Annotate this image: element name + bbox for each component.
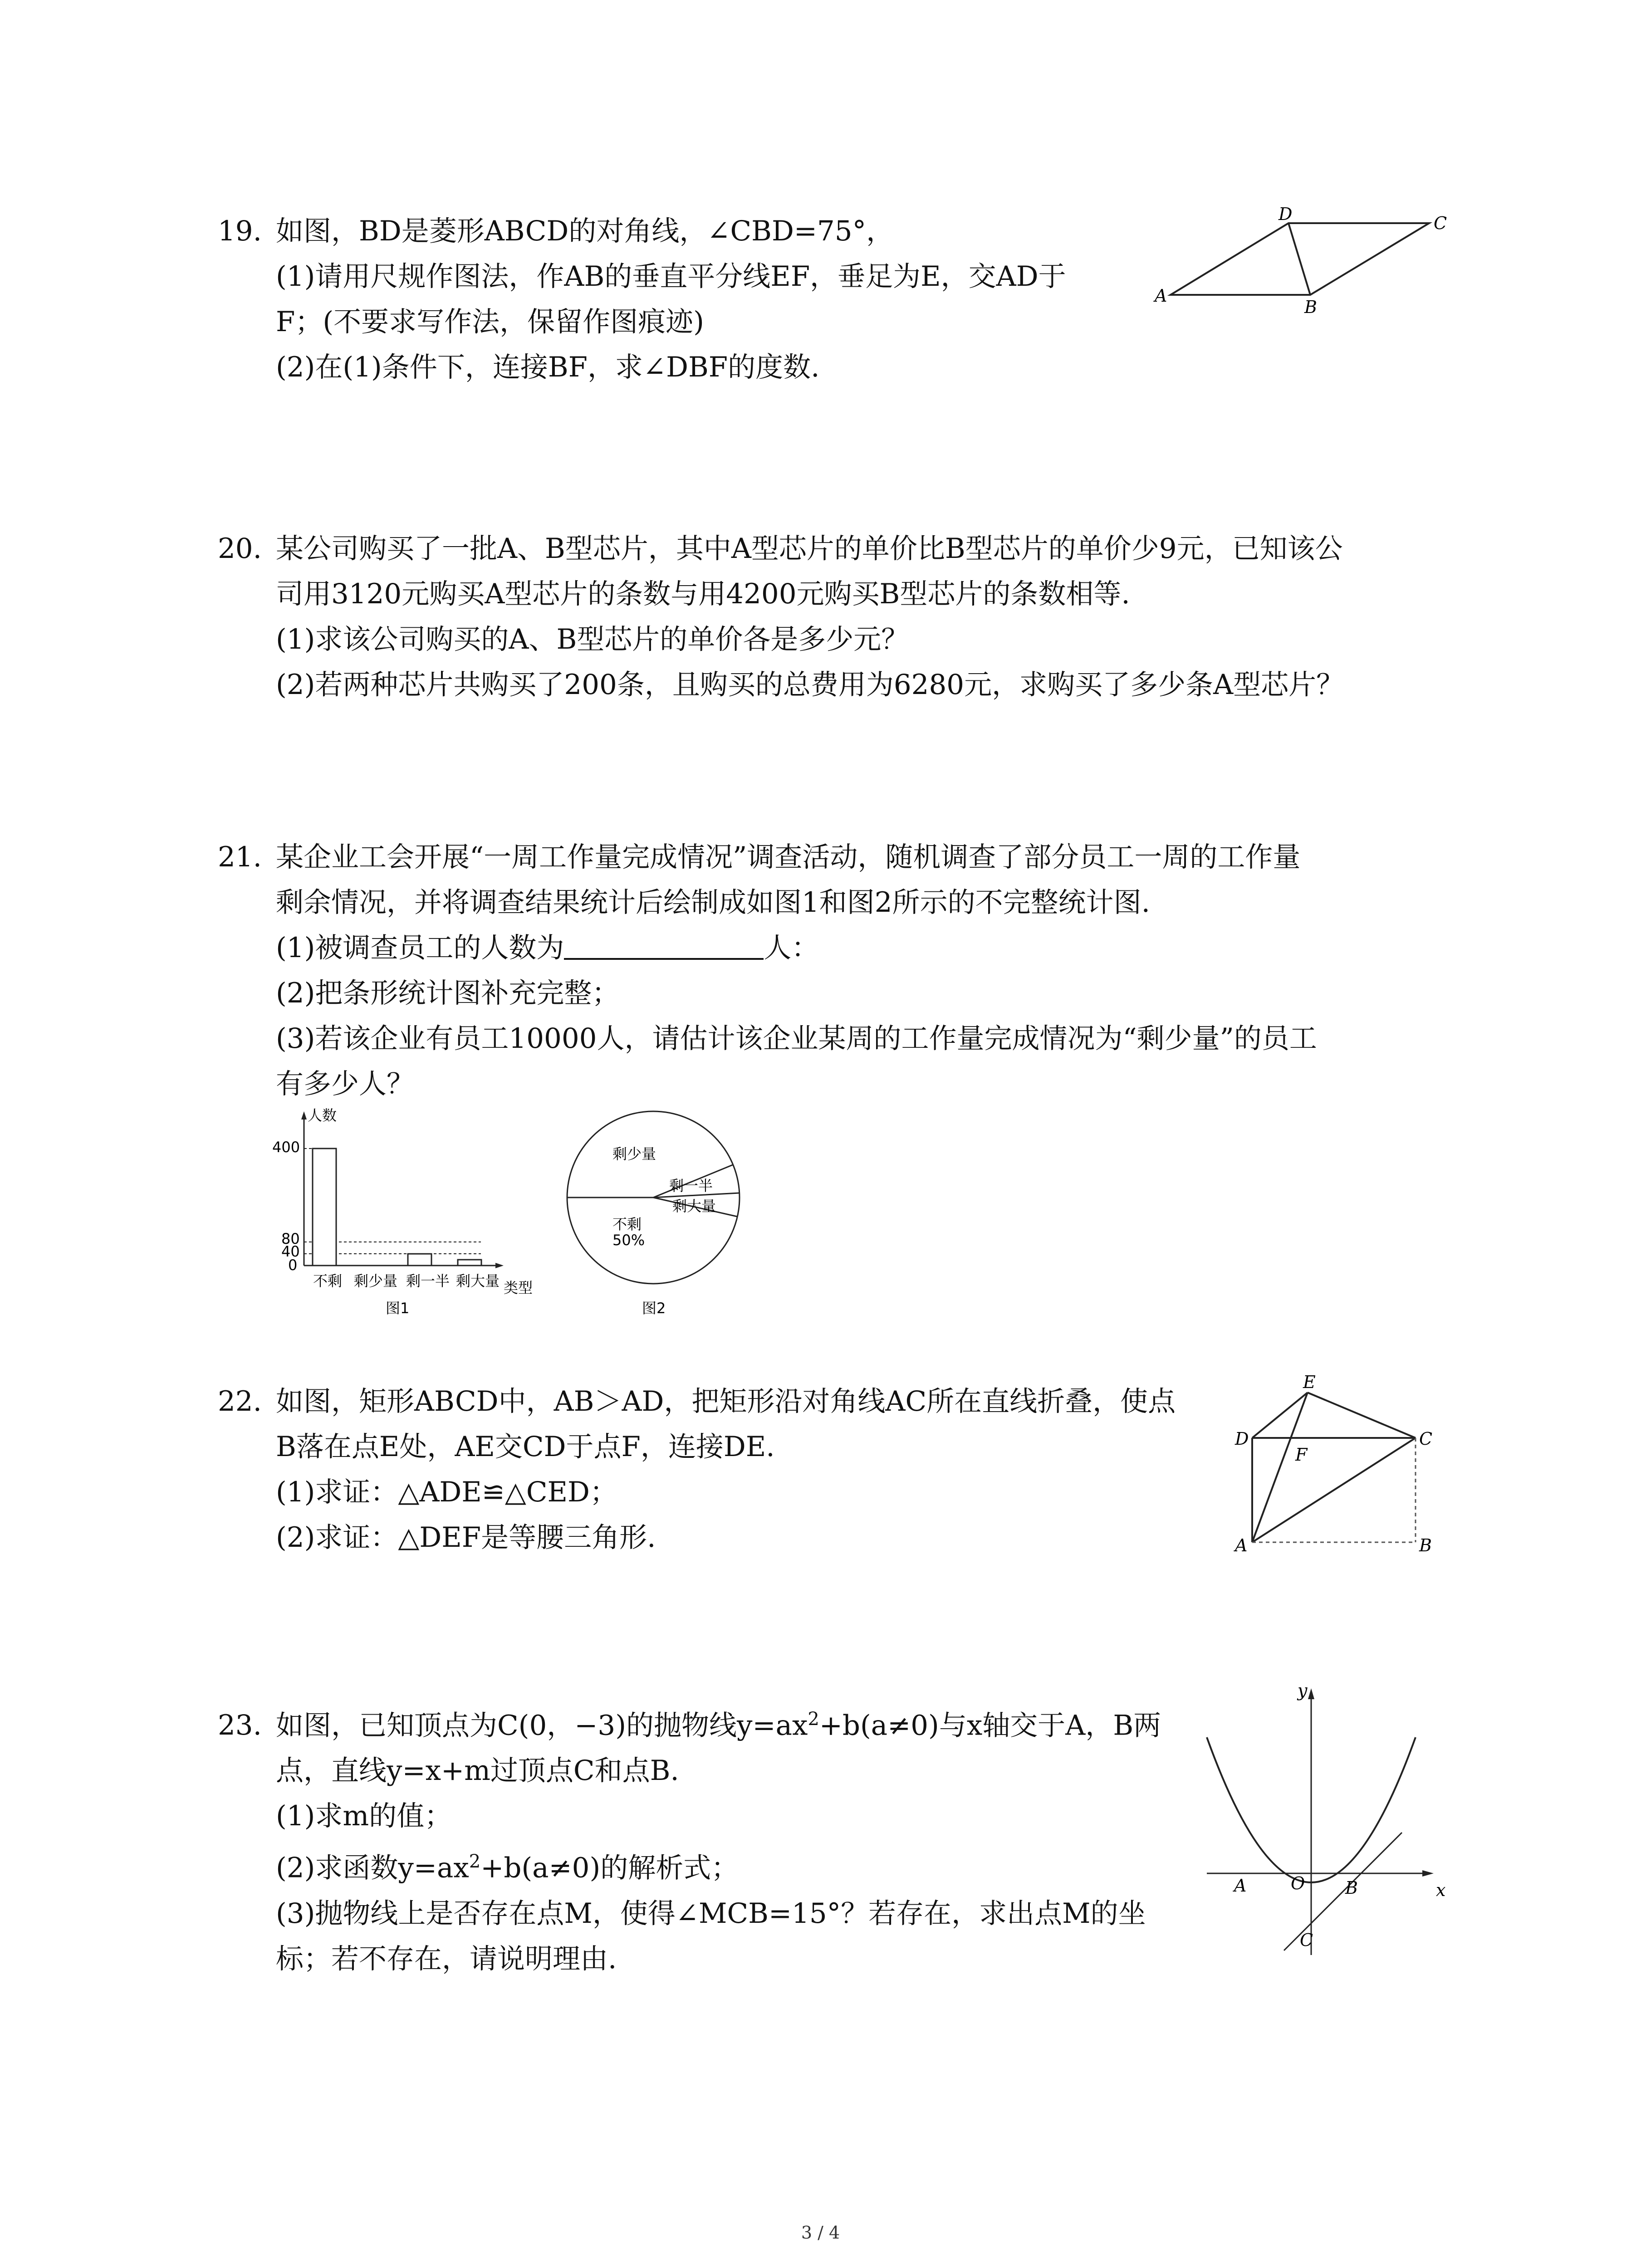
figure-caption: 图2 [642, 1300, 666, 1317]
tick-label: 40 [281, 1243, 300, 1260]
question-text: 人： [764, 932, 819, 964]
question-number: 20. [218, 533, 262, 565]
question-text: 司用3120元购买A型芯片的条数与用4200元购买B型芯片的条数相等. [276, 578, 1130, 610]
category-label: 剩少量 [354, 1272, 398, 1290]
label-a: A [1234, 1876, 1247, 1896]
category-label: 剩大量 [456, 1272, 500, 1290]
label-b: B [1304, 297, 1317, 317]
pie-label: 剩少量 [612, 1145, 656, 1163]
bar-不剩 [313, 1149, 336, 1266]
pie-label: 剩大量 [672, 1198, 716, 1215]
question-19 [218, 209, 1066, 390]
question-text: 如图，已知顶点为C(0，−3)的抛物线y=ax [276, 1709, 808, 1742]
label-y: y [1298, 1681, 1308, 1701]
question-text: 某企业工会开展“一周工作量完成情况”调查活动，随机调查了部分员工一周的工作量 [276, 841, 1301, 873]
tick-label: 400 [272, 1139, 300, 1156]
question-text: F；(不要求写作法，保留作图痕迹) [276, 306, 704, 338]
label-o: O [1291, 1873, 1305, 1893]
question-text: (2)在(1)条件下，连接BF，求∠DBF的度数. [276, 351, 820, 383]
tick-label: 80 [281, 1230, 300, 1247]
question-text: (1)求证：△ADE≌△CED； [276, 1476, 617, 1508]
question-text: 如图，BD是菱形ABCD的对角线，∠CBD=75°， [276, 215, 894, 247]
label-c: C [1434, 213, 1447, 233]
question-number: 23. [218, 1709, 262, 1742]
label-b: B [1419, 1535, 1432, 1555]
question-text: 标；若不存在，请说明理由. [276, 1942, 617, 1975]
pie-chart [554, 1107, 789, 1325]
question-20 [218, 526, 1344, 708]
exponent: 2 [808, 1709, 819, 1730]
category-label: 不剩 [313, 1272, 343, 1290]
question-text: (2)求证：△DEF是等腰三角形. [276, 1521, 656, 1554]
tick-label: 0 [288, 1256, 298, 1274]
question-text: B落在点E处，AE交CD于点F，连接DE. [276, 1431, 775, 1463]
question-text: 如图，矩形ABCD中，AB＞AD，把矩形沿对角线AC所在直线折叠，使点 [276, 1385, 1176, 1418]
question-number: 22. [218, 1385, 262, 1418]
question-text: (2)把条形统计图补充完整； [276, 977, 620, 1009]
question-22 [218, 1379, 1176, 1560]
rectangle-fold-figure [1225, 1370, 1443, 1569]
question-text: +b(a≠0)的解析式； [480, 1852, 739, 1884]
question-text: +b(a≠0)与x轴交于A，B两 [819, 1709, 1161, 1742]
bar-剩大量 [458, 1260, 481, 1266]
label-c: C [1300, 1930, 1313, 1950]
question-text: (1)请用尺规作图法，作AB的垂直平分线EF，垂足为E，交AD于 [276, 260, 1066, 293]
question-text: (2)若两种芯片共购买了200条，且购买的总费用为6280元，求购买了多少条A型芯片？ [276, 669, 1344, 701]
parabola-figure [1198, 1683, 1452, 1964]
question-text: 点，直线y=x+m过顶点C和点B. [276, 1755, 679, 1787]
question-text: (3)抛物线上是否存在点M，使得∠MCB=15°？若存在，求出点M的坐 [276, 1897, 1146, 1930]
question-23 [218, 1696, 1161, 1982]
question-number: 21. [218, 841, 262, 873]
x-axis-label: 类型 [504, 1279, 533, 1296]
figure-caption: 图1 [386, 1300, 410, 1317]
page-number: 3 / 4 [801, 2223, 840, 2243]
answer-blank[interactable] [564, 931, 764, 960]
question-21 [218, 835, 1317, 1107]
category-label: 剩一半 [406, 1272, 450, 1290]
question-text: 某公司购买了一批A、B型芯片，其中A型芯片的单价比B型芯片的单价少9元，已知该公 [276, 533, 1343, 565]
label-x: x [1436, 1880, 1446, 1900]
rhombus-figure [1152, 204, 1447, 318]
label-d: D [1279, 204, 1293, 224]
label-b: B [1345, 1878, 1358, 1898]
label-f: F [1295, 1445, 1308, 1465]
bar-chart [263, 1107, 563, 1325]
bar-剩一半 [408, 1254, 431, 1266]
question-text: (1)被调查员工的人数为 [276, 932, 564, 964]
label-a: A [1235, 1535, 1248, 1555]
label-e: E [1303, 1372, 1316, 1392]
question-number: 19. [218, 215, 262, 247]
question-text: 有多少人？ [276, 1068, 415, 1100]
label-d: D [1235, 1429, 1249, 1449]
pie-percent: 50% [612, 1232, 645, 1249]
label-c: C [1419, 1429, 1433, 1449]
question-text: (2)求函数y=ax [276, 1852, 469, 1884]
y-axis-label: 人数 [308, 1107, 337, 1124]
question-text: (1)求m的值； [276, 1800, 452, 1833]
pie-label: 不剩 [612, 1216, 642, 1233]
exponent: 2 [469, 1851, 481, 1872]
question-text: (1)求该公司购买的A、B型芯片的单价各是多少元？ [276, 623, 909, 655]
pie-label: 剩一半 [669, 1177, 713, 1194]
label-a: A [1155, 286, 1167, 306]
question-text: (3)若该企业有员工10000人，请估计该企业某周的工作量完成情况为“剩少量”的员工 [276, 1022, 1317, 1055]
question-text: 剩余情况，并将调查结果统计后绘制成如图1和图2所示的不完整统计图. [276, 886, 1151, 919]
